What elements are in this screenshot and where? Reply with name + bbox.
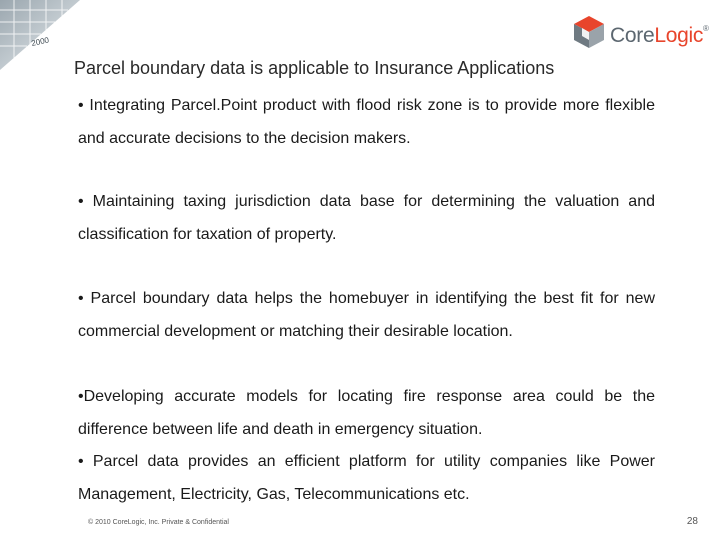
corelogic-wordmark [610,24,709,48]
logo-text-logic: Logic [654,24,704,47]
page-number: 28 [686,516,698,527]
bullet-flood-risk: • Integrating Parcel.Point product with flood risk zone is to provide more flexible and accurate decisions to the decision makers. [78,97,655,147]
bullet-fire-response: •Developing accurate models for locating fire response area could be the difference between life and death in emergency situation. [78,388,655,438]
bullet-utility-companies: • Parcel data provides an efficient platform for utility companies like Power Management, Electricity, Gas, Telecommunications etc. [78,453,655,503]
corner-graphic-label: 2000 [30,35,50,48]
bullet-taxing-jurisdiction: • Maintaining taxing jurisdiction data base for determining the valuation and classification for taxation of property. [78,193,655,243]
slide-title: Parcel boundary data is applicable to Insurance Applications [74,58,555,78]
footer-copyright: © 2010 CoreLogic, Inc. Private & Confidential [88,519,229,526]
corelogic-cube-icon [572,14,606,50]
bullet-homebuyer: • Parcel boundary data helps the homebuyer in identifying the best fit for new commercial development or matching their desirable location. [78,290,655,340]
logo-registered-mark: ® [703,24,709,33]
corelogic-logo [572,14,709,50]
logo-text-core: Core [610,24,655,47]
